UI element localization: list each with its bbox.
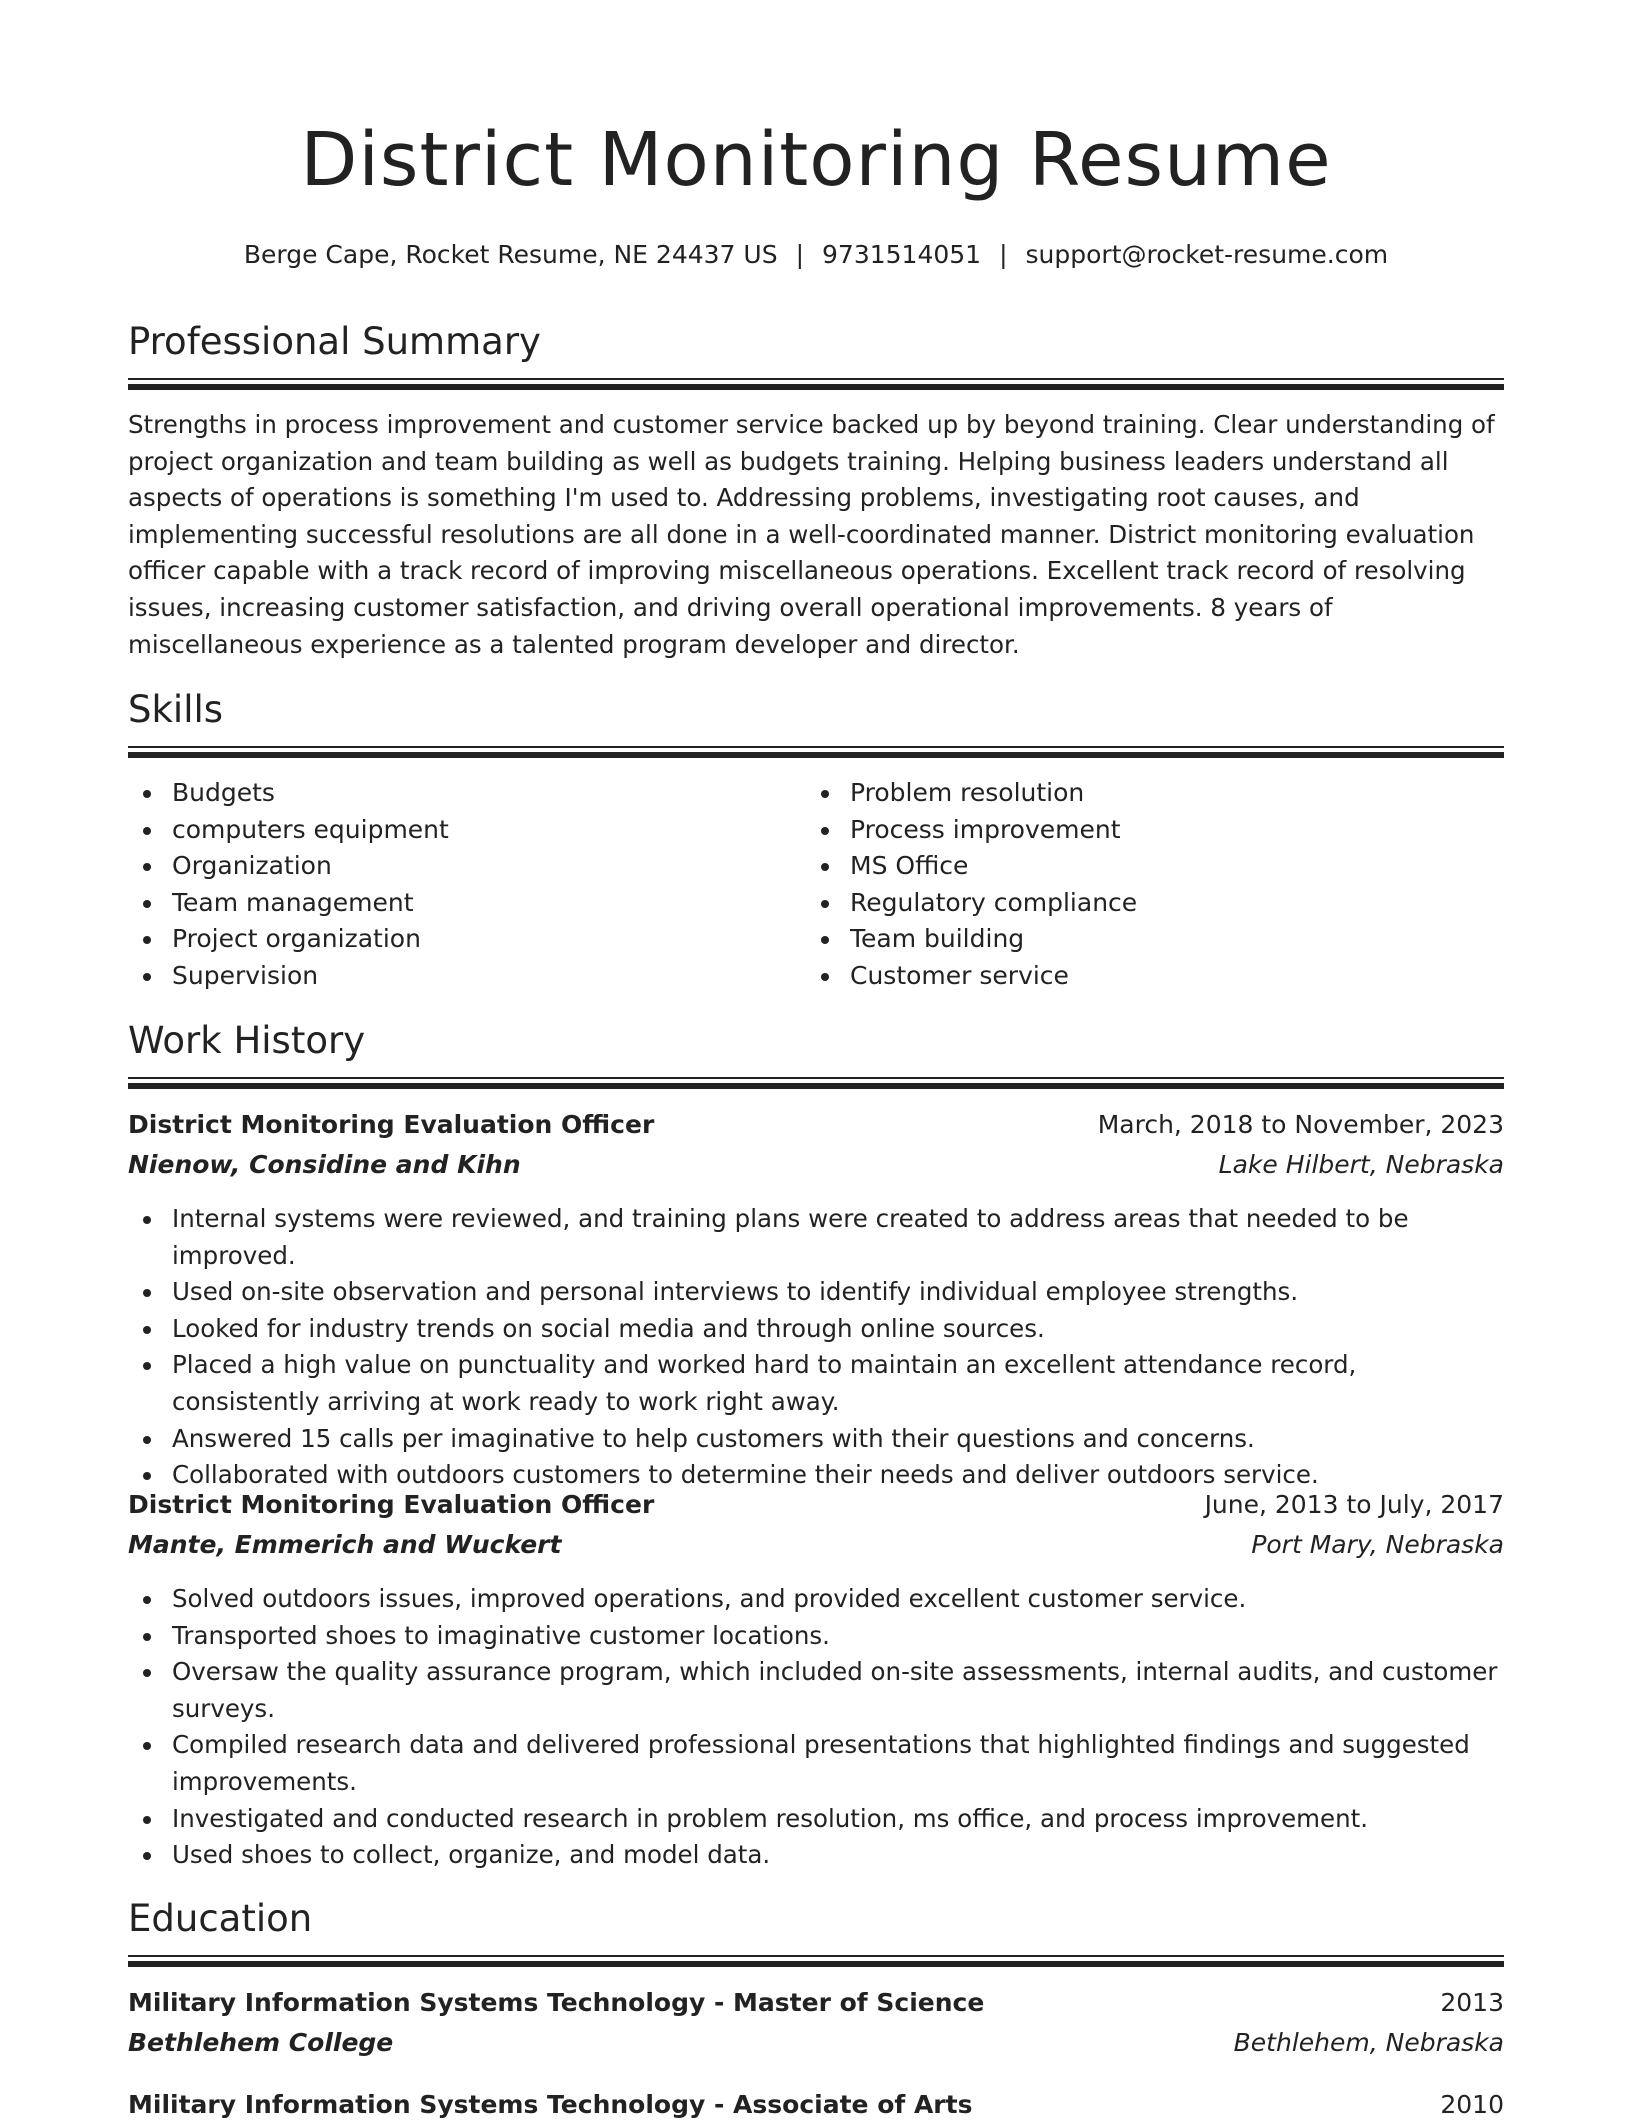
job-dates: March, 2018 to November, 2023 (1097, 1110, 1504, 1139)
list-item: Used on-site observation and personal interviews to identify individual employee strengths. (128, 1274, 1504, 1311)
job-title: District Monitoring Evaluation Officer (128, 1110, 655, 1139)
education-section (128, 1897, 1504, 1941)
list-item: Placed a high value on punctuality and worked hard to maintain an excellent attendance record, consistently arriving at work ready to work right away. (128, 1347, 1504, 1420)
list-item: Used shoes to collect, organize, and model data. (128, 1837, 1504, 1874)
skill-item: Process improvement (806, 812, 1504, 849)
contact-line (128, 240, 1504, 270)
skill-item: computers equipment (128, 812, 788, 849)
education-location: Bethlehem, Nebraska (1233, 2028, 1504, 2057)
skill-item: Organization (128, 848, 788, 885)
skills-list-right (806, 775, 1504, 995)
contact-separator: | (999, 240, 1008, 269)
work-heading: Work History (128, 1019, 366, 1062)
skill-item: Supervision (128, 958, 788, 995)
list-item: Investigated and conducted research in problem resolution, ms office, and process improvement. (128, 1801, 1504, 1838)
education-school: Bethlehem College (128, 2028, 394, 2057)
job-bullets (128, 1201, 1504, 1494)
summary-text: Strengths in process improvement and customer service backed up by beyond training. Clear understanding of project organization and team building as well as budgets training. Helping business leaders understand all aspects of operations is something I'm used to. Addressing problems, investigating root causes, and implementing successful resolutions are all done in a well-coordinated manner. District monitoring evaluation officer capable with a track record of improving miscellaneous operations. Excellent track record of resolving issues, increasing customer satisfaction, and driving overall operational improvements. 8 years of miscellaneous experience as a talented program developer and director. (128, 410, 1495, 659)
skills-section (128, 688, 1504, 732)
summary-heading: Professional Summary (128, 320, 541, 363)
skill-item: Problem resolution (806, 775, 1504, 812)
list-item: Looked for industry trends on social media and through online sources. (128, 1311, 1504, 1348)
job-company: Mante, Emmerich and Wuckert (128, 1530, 562, 1559)
list-item: Internal systems were reviewed, and training plans were created to address areas that needed to be improved. (128, 1201, 1504, 1274)
skill-item: MS Office (806, 848, 1504, 885)
list-item: Compiled research data and delivered professional presentations that highlighted findings and suggested improvements. (128, 1727, 1504, 1800)
job-location: Port Mary, Nebraska (1251, 1530, 1504, 1559)
list-item: Transported shoes to imaginative customer locations. (128, 1618, 1504, 1655)
skills-divider (128, 746, 1504, 758)
skills-heading: Skills (128, 688, 224, 731)
list-item: Solved outdoors issues, improved operations, and provided excellent customer service. (128, 1581, 1504, 1618)
contact-phone: 9731514051 (822, 240, 982, 269)
job-dates: June, 2013 to July, 2017 (1204, 1490, 1504, 1519)
education-year: 2013 (1440, 1988, 1504, 2017)
education-heading: Education (128, 1897, 313, 1940)
skill-item: Customer service (806, 958, 1504, 995)
job-location: Lake Hilbert, Nebraska (1218, 1150, 1504, 1179)
skill-item: Team building (806, 921, 1504, 958)
job-bullets (128, 1581, 1504, 1874)
summary-section (128, 320, 1504, 364)
work-divider (128, 1077, 1504, 1089)
skill-item: Regulatory compliance (806, 885, 1504, 922)
skill-item: Team management (128, 885, 788, 922)
education-degree: Military Information Systems Technology - Master of Science (128, 1988, 985, 2017)
summary-divider (128, 378, 1504, 390)
list-item: Answered 15 calls per imaginative to help customers with their questions and concerns. (128, 1421, 1504, 1458)
list-item: Oversaw the quality assurance program, which included on-site assessments, internal audits, and customer surveys. (128, 1654, 1504, 1727)
work-section (128, 1019, 1504, 1063)
education-degree: Military Information Systems Technology - Associate of Arts (128, 2090, 973, 2119)
education-year: 2010 (1440, 2090, 1504, 2119)
job-company: Nienow, Considine and Kihn (128, 1150, 521, 1179)
skill-item: Project organization (128, 921, 788, 958)
skills-list-left (128, 775, 788, 995)
contact-address: Berge Cape, Rocket Resume, NE 24437 US (243, 240, 778, 269)
education-divider (128, 1955, 1504, 1967)
skill-item: Budgets (128, 775, 788, 812)
resume-title: District Monitoring Resume (300, 117, 1332, 203)
job-title: District Monitoring Evaluation Officer (128, 1490, 655, 1519)
contact-email: support@rocket-resume.com (1025, 240, 1389, 269)
contact-separator: | (795, 240, 805, 269)
list-item: Collaborated with outdoors customers to determine their needs and deliver outdoors service. (128, 1457, 1504, 1494)
